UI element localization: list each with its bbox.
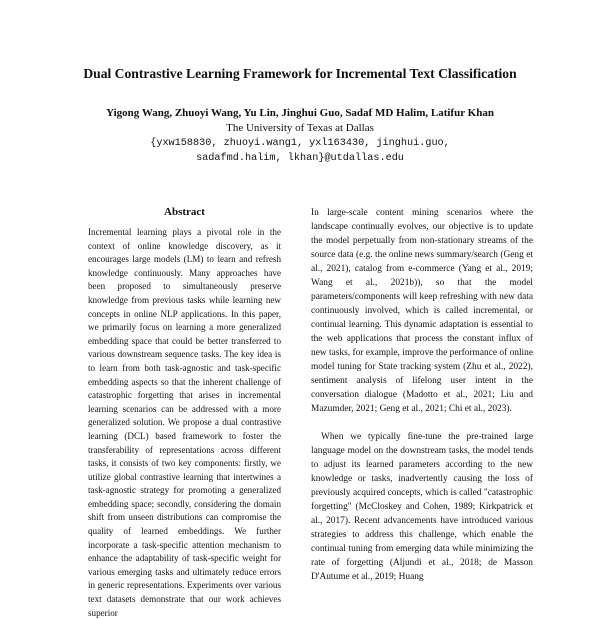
abstract-body: Incremental learning plays a pivotal role in the context of online knowledge discovery, as it encourages large models (LM) to learn and refresh knowledge continuously. Many approaches have been proposed to simultaneously preserve knowledge from previous tasks while learning new concepts in online NLP applications. In this paper, we primarily focus on learning a more generalized embedding space that could be better transferred to various downstream sequence tasks. The key idea is to learn from both task-agnostic and task-specific embedding aspects so that the inherent challenge of catastrophic forgetting that arises in incremental learning scenarios can be addressed with a more generalized solution. We propose a dual contrastive learning (DCL) based framework to foster the transferability of representations across different tasks, it consists of two key components: firstly, we utilize global contrastive learning that intertwines a task-agnostic strategy for promoting a generalized embedding space; secondly, considering the domain shift from unseen distributions can compromise the quality of learned embeddings. We further incorporate a task-specific attention mechanism to enhance the adaptability of task-specific weight for various emerging tasks and ultimately reduce errors in generic representations. Experiments over various text datasets demonstrate that our work achieves superior (88, 227, 281, 618)
intro-paragraph-2: When we typically fine-tune the pre-trained large language model on the downstream tasks, the model tends to adjust its learned parameters according to the new knowledge or tasks, inadvertently causing the loss of previously acquired concepts, which is called "catastrophic forgetting" (McCloskey and Cohen, 1989; Kirkpatrick et al., 2017). Recent advancements have introduced various strategies to address this challenge, which enable the continual tuning from emerging data while minimizing the rate of forgetting (Aljundi et al., 2018; de Masson D'Autume et al., 2019; Huang (311, 432, 533, 582)
affiliation: The University of Texas at Dallas (226, 122, 374, 134)
abstract-heading: Abstract (164, 206, 205, 218)
email-line-2: sadafmd.halim, lkhan}@utdallas.edu (196, 153, 404, 164)
author-list: Yigong Wang, Zhuoyi Wang, Yu Lin, Jinghui Guo, Sadaf MD Halim, Latifur Khan (106, 107, 494, 119)
introduction-column (311, 206, 533, 584)
intro-paragraph-1: In large-scale content mining scenarios where the landscape continually evolves, our objective is to update the model perpetually from non-stationary streams of the source data (e.g. the online news summary/search (Geng et al., 2021), catalog from e-commerce (Yang et al., 2019; Wang et al., 2021b)), so that the model parameters/components will keep refreshing with new data continuously involved, which is called incremental, or continual learning. This dynamic adaptation is essential to the web applications that process the constant influx of new tasks, for example, improve the performance of online model tuning for State tracking system (Zhu et al., 2022), sentiment analysis of lifelong user intent in the conversation dialogue (Madotto et al., 2021; Liu and Mazumder, 2021; Geng et al., 2021; Chi et al., 2023). (311, 208, 533, 414)
email-line-1: {yxw158830, zhuoyi.wang1, yxl163430, jinghui.guo, (150, 138, 450, 149)
paper-title: Dual Contrastive Learning Framework for Incremental Text Classification (83, 66, 517, 81)
